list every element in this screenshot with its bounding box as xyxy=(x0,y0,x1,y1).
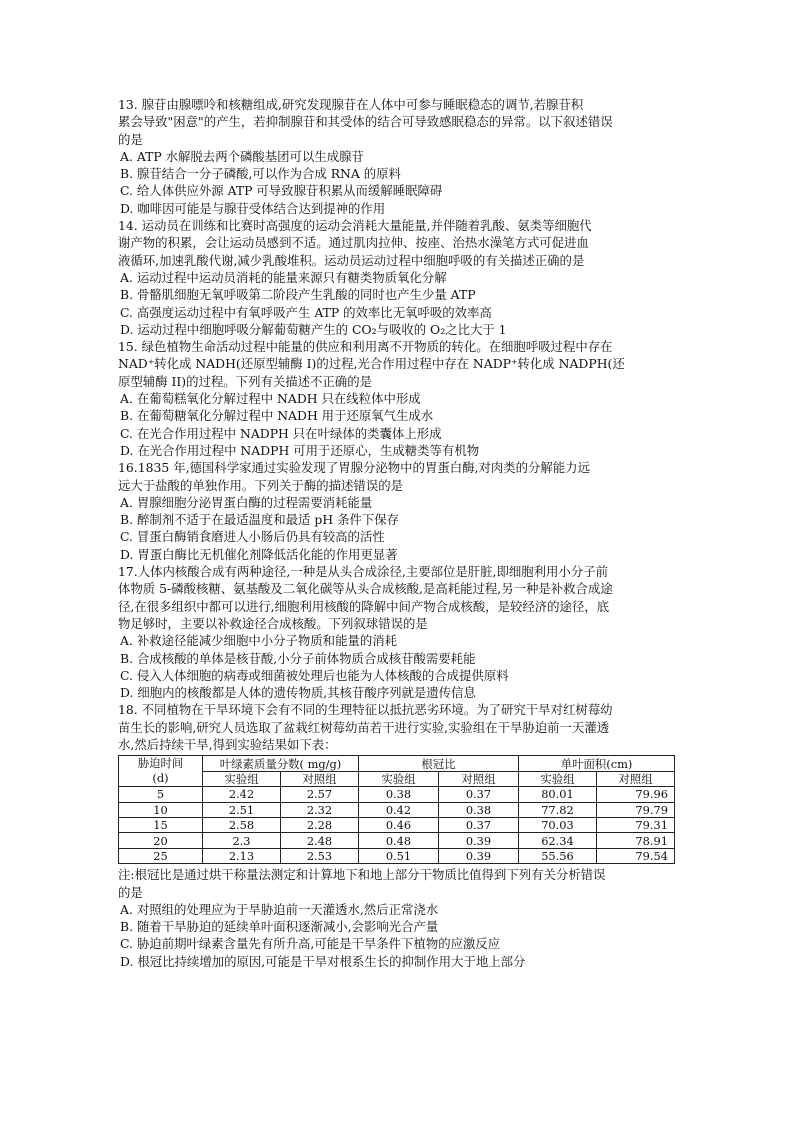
table-cell: 2.3 xyxy=(203,833,281,848)
table-cell: 25 xyxy=(119,848,203,863)
table-cell: 79.96 xyxy=(597,787,675,802)
table-cell: 2.28 xyxy=(281,818,359,833)
table-cell: 55.56 xyxy=(519,848,597,863)
question-14-stem-line-2: 谢产物的积累，会让运动员感到不适。通过肌肉拉伸、按座、治热水澡笔方式可促进血 xyxy=(118,235,589,251)
header-time: 胁迫时间 (d) xyxy=(119,756,203,787)
table-note-line-2: 的是 xyxy=(118,884,143,900)
question-17-stem-line-3: 径,在很多组织中都可以进行,细胞利用核酸的降解中间产物合成核酸，是较经济的途径，底 xyxy=(118,598,610,614)
table-cell: 79.79 xyxy=(597,802,675,817)
question-18-stem-line-1: 18. 不同植物在干旱环境下会有不同的生理特征以抵抗恶劣环境。为了研究干旱对红树莓幼 xyxy=(118,702,613,718)
question-14 xyxy=(118,217,684,338)
table-cell: 0.39 xyxy=(439,833,519,848)
option-b: B. 随着干旱胁迫的延续单叶面积逐渐减小,会影响光合产量 xyxy=(120,919,439,935)
question-16-stem-line-1: 16.1835 年,德国科学家通过实验发现了胃腺分泌物中的胃蛋白酶,对肉类的分解能力远 xyxy=(118,460,590,476)
question-13-stem-line-1: 13. 腺苷由腺嘌呤和核糖组成,研究发现腺苷在人体中可参与睡眠稳态的调节,若腺苷积 xyxy=(118,97,584,112)
option-b: B. 腺苷结合一分子磷酸,可以作为合成 RNA 的原料 xyxy=(120,166,401,182)
question-17 xyxy=(118,563,684,701)
question-13-stem-line-2: 累会导致"困意"的产生，若抑制腺苷和其受体的结合可导致感眠稳态的异常。以下叙述错误 xyxy=(118,114,613,130)
question-13-stem-line-3: 的是 xyxy=(118,131,143,147)
option-a: A. 运动过程中运动员消耗的能量来源只有糖类物质氧化分解 xyxy=(120,269,447,285)
table-cell: 70.03 xyxy=(519,818,597,833)
table-cell: 80.01 xyxy=(519,787,597,802)
option-a: A. 补救途径能减少细胞中小分子物质和能量的消耗 xyxy=(120,633,398,649)
table-cell: 2.13 xyxy=(203,848,281,863)
table-cell: 79.54 xyxy=(597,848,675,863)
question-15-stem-line-2: NAD⁺转化成 NADH(还原型辅酶 I)的过程,光合作用过程中存在 NADP⁺转化成 NADPH(还 xyxy=(118,356,625,372)
option-b: B. 骨骼肌细胞无氧呼吸第二阶段产生乳酸的同时也产生少量 ATP xyxy=(120,287,476,303)
question-number: 13. xyxy=(118,97,138,112)
question-18-stem-line-3: 水,然后持续干旱,得到实验结果如下表： xyxy=(118,736,337,752)
table-cell: 0.46 xyxy=(359,818,439,833)
table-cell: 0.48 xyxy=(359,833,439,848)
option-b: B. 合成核酸的单体是核苷酸,小分子前体物质合成核苷酸需要耗能 xyxy=(120,650,476,666)
question-18 xyxy=(118,701,684,970)
option-d: D. 在光合作用过程中 NADPH 可用于还原心，生成糖类等有机物 xyxy=(120,442,480,458)
option-b: B. 醉制剂不适于在最适温度和最适 pH 条件下保存 xyxy=(120,512,400,528)
subheader-cell: 实验组 xyxy=(203,771,281,787)
table-cell: 2.32 xyxy=(281,802,359,817)
table-cell: 2.42 xyxy=(203,787,281,802)
exam-page xyxy=(118,96,684,970)
table-cell: 77.82 xyxy=(519,802,597,817)
option-c: C. 给人体供应外源 ATP 可导致腺苷积累从而缓解睡眠障碍 xyxy=(120,183,443,199)
question-14-stem-line-1: 14. 运动员在训练和比赛时高强度的运动会消耗大量能量,并伴随着乳酸、氨类等细胞代 xyxy=(118,218,592,234)
option-c: C. 冒蛋白酶销食磨进人小肠后仍具有较高的活性 xyxy=(120,529,385,545)
table-cell: 0.39 xyxy=(439,848,519,863)
table-cell: 0.51 xyxy=(359,848,439,863)
subheader-cell: 对照组 xyxy=(439,771,519,787)
table-cell: 0.37 xyxy=(439,818,519,833)
header-chlorophyll: 叶绿素质量分数( mg/g) xyxy=(203,756,359,772)
table-row xyxy=(119,818,675,833)
question-number: 16. xyxy=(118,460,138,476)
subheader-cell: 对照组 xyxy=(597,771,675,787)
header-time-unit: (d) xyxy=(152,771,169,786)
table-note-line-1: 注:根冠比是通过烘干称量法测定和计算地下和地上部分干物质比值得到下列有关分析错误 xyxy=(118,867,606,883)
table-cell: 15 xyxy=(119,818,203,833)
option-b: B. 在葡萄糖氧化分解过程中 NADH 用于还原氧气生成水 xyxy=(120,408,434,424)
table-cell: 2.48 xyxy=(281,833,359,848)
subheader-cell: 对照组 xyxy=(281,771,359,787)
table-row xyxy=(119,802,675,817)
question-number: 15. xyxy=(118,339,138,355)
table-cell: 2.58 xyxy=(203,818,281,833)
table-cell: 0.37 xyxy=(439,787,519,802)
table-cell: 78.91 xyxy=(597,833,675,848)
option-d: D. 咖啡因可能是与腺苷受体结合达到提神的作用 xyxy=(120,200,386,216)
question-15 xyxy=(118,338,684,459)
table-cell: 20 xyxy=(119,833,203,848)
table-cell: 0.42 xyxy=(359,802,439,817)
question-17-stem-line-2: 体物质 5-磷酸核糖、氨基酸及二氧化碳等从头合成核酸,是高耗能过程,另一种是补救合成途 xyxy=(118,581,613,597)
option-a: A. 在葡萄糕氧化分解过程中 NADH 只在线粒体中形成 xyxy=(120,391,421,407)
table-subheader-row xyxy=(119,771,675,787)
question-17-stem-line-1: 17.人体内核酸合成有两种途径,一种是从头合成涂径,主要部位是肝脏,即细胞利用小分子前 xyxy=(118,564,608,580)
header-leaf-area: 单叶面积(cm) xyxy=(519,756,675,772)
option-c: C. 在光合作用过程中 NADPH 只在叶绿体的类囊体上形成 xyxy=(120,425,442,441)
table-cell: 0.38 xyxy=(359,787,439,802)
option-a: A. 对照组的处理应为于旱胁迫前一天灌透水,然后正常浇水 xyxy=(120,901,439,917)
option-d: D. 根冠比持续增加的原因,可能是干旱对根系生长的抑制作用大于地上部分 xyxy=(120,953,526,969)
table-header-row xyxy=(119,756,675,772)
question-15-stem-line-3: 原型辅酶 II)的过程。下列有关描述不正确的是 xyxy=(118,373,372,389)
question-17-stem-line-4: 物足够时，主要以补救途径合成核酸。下列叙球错误的是 xyxy=(118,615,428,631)
question-number: 18. xyxy=(118,702,138,718)
question-13 xyxy=(118,96,684,217)
option-c: C. 胁迫前期叶绿素含量先有所升高,可能是干旱条件下植物的应激反应 xyxy=(120,936,501,952)
table-row xyxy=(119,848,675,863)
table-cell: 5 xyxy=(119,787,203,802)
table-cell: 79.31 xyxy=(597,818,675,833)
question-16 xyxy=(118,459,684,563)
option-a: A. ATP 水解脱去两个磷酸基团可以生成腺苷 xyxy=(120,148,364,164)
question-15-stem-line-1: 15. 绿色植物生命活动过程中能量的供应和利用离不开物质的转化。在细胞呼吸过程中存在 xyxy=(118,339,613,355)
subheader-cell: 实验组 xyxy=(359,771,439,787)
table-cell: 62.34 xyxy=(519,833,597,848)
option-d: D. 细胞内的核酸都是人体的遗传物质,其核苷酸序列就是遗传信息 xyxy=(120,685,476,701)
option-a: A. 胃腺细胞分泌胃蛋白酶的过程需要消耗能量 xyxy=(120,494,373,510)
option-c: C. 高强度运动过程中有氧呼吸产生 ATP 的效率比无氧呼吸的效率高 xyxy=(120,304,492,320)
question-14-stem-line-3: 液循环,加速乳酸代谢,减少乳酸堆积。运动员运动过程中细胞呼吸的有关描述正确的是 xyxy=(118,252,585,268)
table-cell: 10 xyxy=(119,802,203,817)
table-cell: 2.51 xyxy=(203,802,281,817)
option-d: D. 胃蛋白酶比无机催化剂降低活化能的作用更显著 xyxy=(120,546,398,562)
table-cell: 2.53 xyxy=(281,848,359,863)
option-d: D. 运动过程中细胞呼吸分解葡萄糖产生的 CO₂与吸收的 O₂之比大于 1 xyxy=(120,321,507,337)
table-row xyxy=(119,787,675,802)
question-18-stem-line-2: 苗生长的影响,研究人员选取了盆栽红树莓幼苗若干进行实验,实验组在干旱胁迫前一天灌透 xyxy=(118,719,610,735)
question-number: 14. xyxy=(118,218,138,234)
subheader-cell: 实验组 xyxy=(519,771,597,787)
option-c: C. 侵入人体细胞的病毒或细菌被处理后也能为人体核酸的合成提供原料 xyxy=(120,667,509,683)
table-cell: 0.38 xyxy=(439,802,519,817)
table-row xyxy=(119,833,675,848)
table-cell: 2.57 xyxy=(281,787,359,802)
question-16-stem-line-2: 远大于盐酸的单独作用。下列关于酶的描述错误的是 xyxy=(118,477,403,493)
drought-results-table xyxy=(118,755,675,864)
question-number: 17. xyxy=(118,564,138,580)
header-root-shoot-ratio: 根冠比 xyxy=(359,756,519,772)
